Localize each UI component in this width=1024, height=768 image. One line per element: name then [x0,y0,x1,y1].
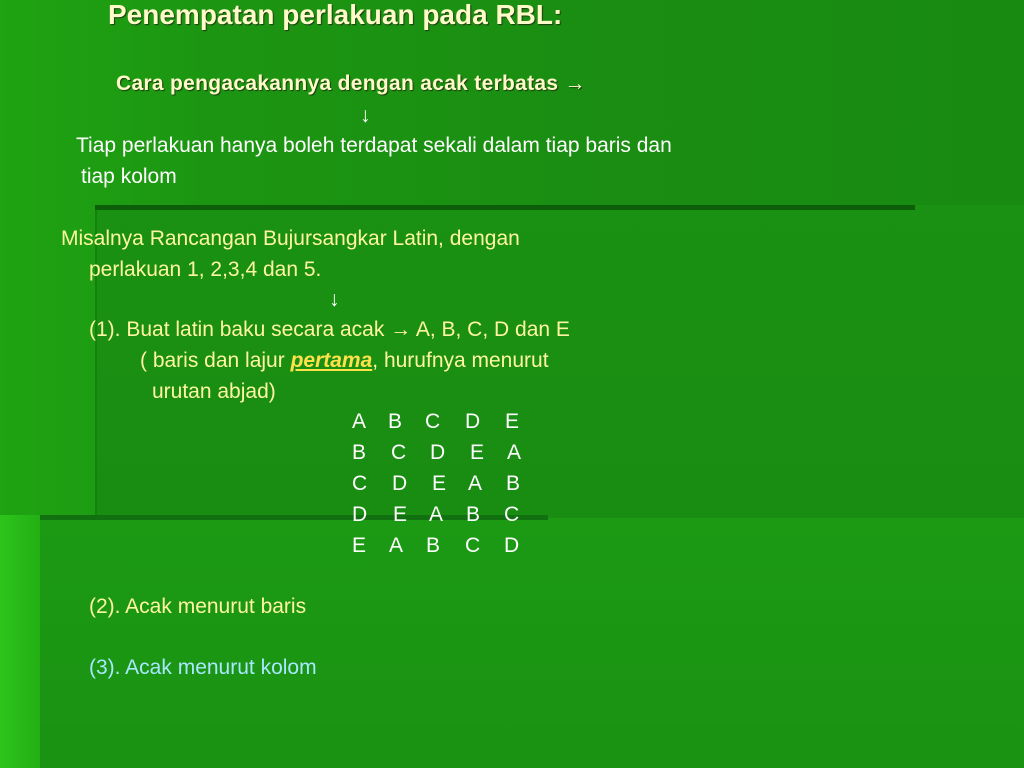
step-2: (2). Acak menurut baris [89,595,307,618]
latin-square-cell: C [391,441,407,464]
down-arrow-2: ↓ [329,288,340,311]
latin-square-cell: B [388,410,403,433]
down-arrow-1: ↓ [360,104,371,127]
latin-square-row [352,534,552,558]
latin-square-cell: A [352,410,367,433]
latin-square-cell: B [506,472,521,495]
step-1-line-1: (1). Buat latin baku secara acak → A, B, C, D dan E [89,318,570,341]
latin-square-cell: E [352,534,367,557]
latin-square-cell: C [425,410,441,433]
latin-square-row [352,472,552,496]
step-1-line-2 [140,349,549,373]
slide-title: Penempatan perlakuan pada RBL: [108,0,563,30]
step-3: (3). Acak menurut kolom [89,656,317,679]
background-left-strip [0,515,40,768]
latin-square-cell: E [470,441,485,464]
step-1-line-3: urutan abjad) [152,380,276,403]
latin-square-cell: D [392,472,408,495]
latin-square-row [352,503,552,527]
latin-square-cell: C [352,472,368,495]
latin-square-cell: D [430,441,446,464]
latin-square-row [352,410,552,434]
latin-square-cell: B [352,441,367,464]
rule-text-line-1: Tiap perlakuan hanya boleh terdapat sekali dalam tiap baris dan [76,134,672,157]
latin-square-cell: B [426,534,441,557]
latin-square-cell: A [429,503,444,526]
latin-square-cell: A [507,441,522,464]
slide-subtitle: Cara pengacakannya dengan acak terbatas → [116,72,586,95]
latin-square-row [352,441,552,465]
decorative-bar-top [95,205,915,210]
latin-square-cell: E [505,410,520,433]
latin-square-cell: D [465,410,481,433]
rule-text-line-2: tiap kolom [81,165,177,188]
emphasis-pertama: pertama [290,349,373,372]
latin-square-cell: E [432,472,447,495]
example-line-1: Misalnya Rancangan Bujursangkar Latin, dengan [61,227,520,250]
latin-square-cell: A [389,534,404,557]
latin-square-cell: B [466,503,481,526]
decorative-vertical-line [95,210,97,515]
latin-square-cell: C [465,534,481,557]
latin-square-cell: D [352,503,368,526]
step-1-text-post: , hurufnya menurut [372,349,549,372]
latin-square-cell: E [393,503,408,526]
latin-square-cell: D [504,534,520,557]
latin-square-cell: A [468,472,483,495]
latin-square-cell: C [504,503,520,526]
example-line-2: perlakuan 1, 2,3,4 dan 5. [89,258,322,281]
step-1-text-pre: ( baris dan lajur [140,349,291,372]
